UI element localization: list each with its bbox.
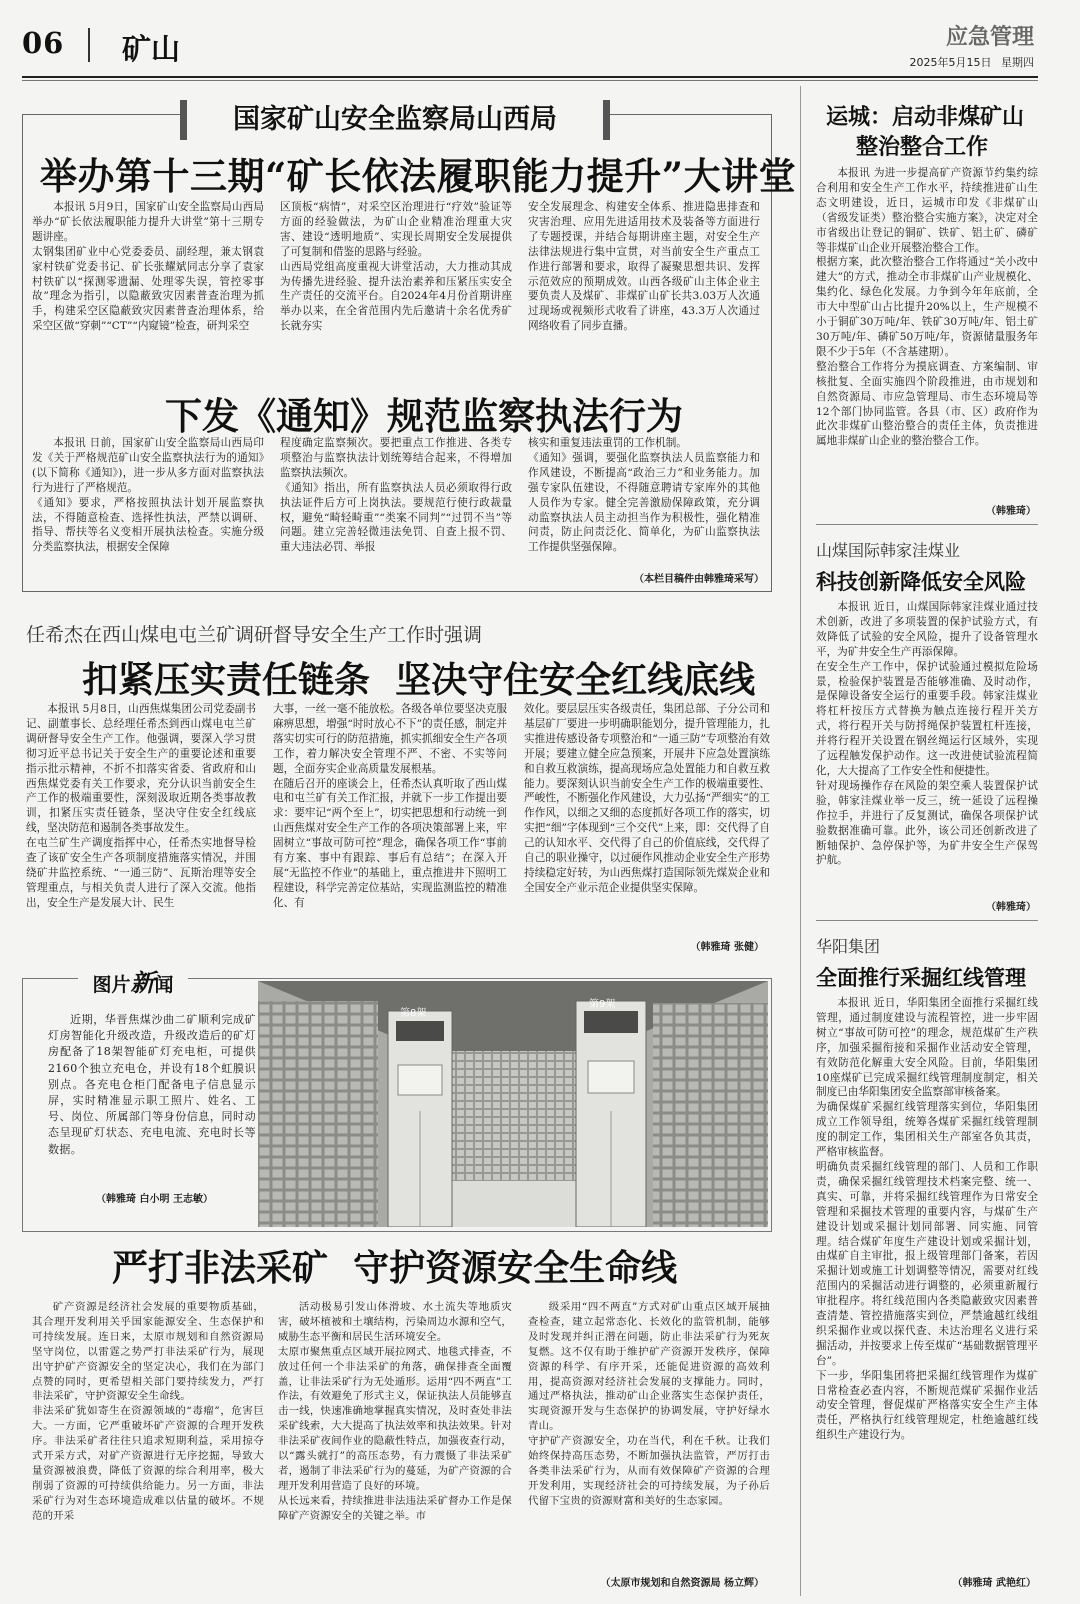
r2-body-text: 本报讯 近日，山煤国际韩家洼煤业通过技术创新，改进了多项装置的保护试验方式，有效降低了试验的安全风险，提升了设备管理水平，为矿井安全生产再添保障。 在安全生产工作中，保护试验通过模拟危险场景，检验保护装置是否能够准确、及时动作，是保障设备安全运行的重要手段。韩家洼煤业将杠杆按压方式替换为触点连接行程开关方式，将行程开关与防捋绳保护装置杠杆连接，并将行程开关设置在钢丝绳运行区域外，实现了远程触发保护动作。这一改进使试验流程简化，大大提高了工作安全性和便捷性。 针对现场操作存在风险的架空乘人装置保护试验，韩家洼煤业举一反三，统一延设了远程操作拉手，并进行了反复测试，确保各项保护试验数据准确可靠。此外，该公司还创新改进了断轴保护、急停保护等，为矿井安全生产保驾护航。 (816, 601, 1038, 867)
a3-headline: 扣紧压实责任链条 坚决守住安全红线底线 (82, 659, 756, 701)
a2-col1-text: 本报讯 日前，国家矿山安全监察局山西局印发《关于严格规范矿山安全监察执法行为的通知》(以下简称《通知》)，进一步从多方面对监察执法行为进行了严格规范。 《通知》要求，严格按照执法计划开展监察执法，不得随意检查、选择性执法，严禁以调研、指导、帮扶等名义变相开展执法检查。实施分级分类监察执法，根据安全保障 (32, 437, 264, 554)
photo-label-a: 图片 (92, 974, 131, 996)
a1-kicker: 国家矿山安全监察局山西局 (233, 104, 557, 135)
photo-credit: （韩雅琦 白小明 王志敏） (96, 1194, 213, 1205)
masthead-rule (22, 76, 1038, 78)
right-rule-1 (816, 524, 1038, 525)
r1-body (816, 166, 1038, 506)
masthead-divider (88, 28, 90, 62)
r2-headline: 科技创新降低安全风险 (816, 569, 1026, 594)
r2-kicker: 山煤国际韩家洼煤业 (816, 541, 961, 560)
a1-col1-text: 本报讯 5月9日，国家矿山安全监察局山西局举办“矿长依法履职能力提升大讲堂”第十三期专题讲座。 太钢集团矿业中心党委委员、副经理，兼太钢袁家村铁矿党委书记、矿长张耀斌同志分享了袁家村铁矿以“探测零遗漏、处理零失误，管控零事故”理念为指引，以隐蔽致灾因素普查治理为抓手，构建采空区隐蔽致灾因素普查治理体系，给采空区做“穿刺”“CT”“内窥镜”检查，研判采空 (32, 201, 264, 333)
a2-column-3 (528, 436, 760, 568)
a3-column-1 (26, 702, 256, 954)
masthead-rule-thin (22, 80, 1038, 81)
cabinet-right-label: 第9架 (589, 999, 616, 1010)
charging-room-photo (258, 981, 768, 1227)
photo-caption-text: 近期，华晋焦煤沙曲二矿顺利完成矿灯房智能化升级改造，升级改造后的矿灯房配备了18架智能矿灯充电柜，可提供2160个独立充电仓，并设有18个虹膜识别点。各充电仓柜门配备电子信息显示屏，实时精准显示职工照片、姓名、工号、岗位、所属部门等身份信息，同时动态呈现矿灯状态、充电电流、充电时长等数据。 (48, 1013, 256, 1156)
cabinet-left-label: 第8架 (400, 1008, 427, 1019)
a1-col2-text: 区顶板“病情”，对采空区治理进行“疗效”验证等方面的经验做法，为矿山企业精准治理重大灾害、建设“透明地质”、实现长周期安全发展提供了可复制和借鉴的思路与经验。 山西局党组高度重视大讲堂活动，大力推动其成为传播先进经验、提升法治素养和压紧压实安全生产责任的交流平台。自2024年4月份首期讲座举办以来，在全省范围内先后邀请十余名优秀矿长就夯实 (280, 201, 512, 333)
r3-headline: 全面推行采掘红线管理 (816, 965, 1026, 990)
a2-col3-text: 核实和重复违法重罚的工作机制。 《通知》强调，要强化监察执法人员监察能力和作风建设，不断提高“政治三力”和业务能力。加强专家队伍建设，不得随意聘请专家库外的其他人员作为专家。健全完善激励保障政策，充分调动监察执法人员主动担当作为积极性，强化精准问责，防止问责泛化、简单化，为矿山监察执法工作提供坚强保障。 (528, 437, 760, 554)
a1-column-3 (528, 200, 760, 372)
a3-subtitle: 任希杰在西山煤电屯兰矿调研督导安全生产工作时强调 (26, 624, 483, 646)
right-rule-2 (816, 920, 1038, 921)
a2-col2-text: 程度确定监察频次。要把重点工作推进、各类专项整治与监察执法计划统筹结合起来，不得增加监察执法频次。 《通知》指出，所有监察执法人员必须取得行政执法证件后方可上岗执法。要规范行使行政裁量权，避免“畸轻畸重”“类案不同判”“过罚不当”等问题。建立完善轻微违法免罚、自查上报不罚、重大违法必罚、举报 (280, 437, 512, 554)
r2-credit: （韩雅琦） (986, 902, 1036, 913)
a4-column-1 (32, 1300, 264, 1584)
a4-col1-text: 矿产资源是经济社会发展的重要物质基础，其合理开发利用关乎国家能源安全、生态保护和可持续发展。连日来，太原市规划和自然资源局坚守岗位，以雷霆之势严打非法采矿行为，展现出守护矿产资源安全的坚定决心，我们在为部门点赞的同时，更希望相关部门要持续发力，严打非法采矿，守护资源安全生命线。 非法采矿犹如寄生在资源领域的“毒瘤”，危害巨大。一方面，它严重破坏矿产资源的合理开发秩序。非法采矿者往往只追求短期利益，采用掠夺式开采方式，对矿产资源进行无序挖掘，导致大量资源被浪费，降低了资源的综合利用率，极大削弱了资源的可持续供给能力。另一方面，非法采矿行为对生态环境造成难以估量的破坏。不规范的开采 (32, 1301, 264, 1522)
photo-caption (48, 1012, 256, 1188)
a4-col3-text: 级采用“四不两直”方式对矿山重点区域开展抽查检查，建立起常态化、长效化的监管机制，能够及时发现并纠正潜在问题，防止非法采矿行为死灰复燃。这不仅有助于维护矿产资源开发秩序，保障资源的科学、有序开采，还能促进资源的高效利用，提高资源对经济社会发展的支撑能力。同时，通过严格执法，推动矿山企业落实生态保护责任，实现资源开发与生态保护的协调发展，守护好绿水青山。 守护矿产资源安全，功在当代，利在千秋。让我们始终保持高压态势，不断加强执法监管，严厉打击各类非法采矿行为，从而有效保障矿产资源的合理开发利用，实现经济社会的可持续发展，为子孙后代留下宝贵的资源财富和美好的生态家园。 (528, 1301, 770, 1507)
r3-credit: （韩雅琦 武艳红） (952, 1578, 1036, 1589)
issue-date-text: 2025年5月15日 (909, 56, 992, 69)
a4-credit: （太原市规划和自然资源局 杨立辉） (600, 1578, 764, 1589)
a1-kicker-box (180, 100, 610, 140)
a4-headline: 严打非法采矿 守护资源安全生命线 (112, 1247, 678, 1289)
a4-column-2 (278, 1300, 512, 1584)
a2-credit: （本栏目稿件由韩雅琦采写） (634, 574, 764, 585)
a3-col2-text: 大事，一丝一毫不能放松。各级各单位要坚决克服麻痹思想，增强“时时放心不下”的责任感，制定并落实切实可行的防范措施，抓实抓细安全生产各项工作，着力解决安全管理不严、不密、不实等问题，全面夯实企业高质量发展根基。 在随后召开的座谈会上，任希杰认真听取了西山煤电和屯兰矿有关工作汇报，并就下一步工作提出要求：要牢记“两个至上”，切实把思想和行动统一到山西焦煤对安全生产工作的各项决策部署上来，牢固树立“事故可防可控”理念，确保各项工作“事前有方案、事中有跟踪、事后有总结”；在深入开展“无监控不作业”的基础上，重点推进井下照明工程建设，科学完善定位基站，实现监测监控的精准化、有 (273, 703, 507, 909)
section-name: 矿山 (122, 32, 181, 66)
r1-headline: 运城：启动非煤矿山 (826, 104, 1025, 130)
r2-body (816, 600, 1038, 896)
r3-body (816, 996, 1038, 1568)
a3-credit: （韩雅琦 张健） (690, 942, 764, 953)
a2-column-2 (280, 436, 512, 568)
a3-col3-text: 效化。要层层压实各级责任，集团总部、子分公司和基层矿厂要进一步明确职能划分，提升管理能力，扎实推进传感设备专项整治和“一通三防”专项整治有效开展；要建立健全应急预案，开展井下应急处置演练和自救互救演练，提高现场应急处置能力和自救互救能力。要深刻认识当前安全生产工作的极端重要性、严峻性，不断强化作风建设，大力弘扬“严细实”的工作作风，以细之又细的态度抓好各项工作的落实，切实把“细”字体现到“三个交代”上来，即：交代得了自己的认知水平、交代得了自己的价值底线，交代得了自己的职业操守，以过硬作风推动企业安全生产形势持续稳定好转，为山西焦煤打造国际领先煤炭企业和全国安全产业示范企业提供坚实保障。 (524, 703, 770, 894)
a4-column-3 (528, 1300, 770, 1570)
a1-column-2 (280, 200, 512, 372)
a2-column-1 (32, 436, 264, 568)
page-number: 06 (22, 26, 65, 60)
a3-column-3 (524, 702, 770, 938)
photo-label-c: 闻 (154, 974, 174, 996)
issue-date (910, 54, 1035, 70)
a1-col3-text: 安全发展理念、构建安全体系、推进隐患排查和灾害治理、应用先进适用技术及装备等方面进行了专题授课，并结合每期讲座主题，对安全生产法律法规进行集中宣贯，对当前安全生产重点工作进行部署和要求，取得了凝聚思想共识、发挥示范效应的预期成效。山西各级矿山主体企业主要负责人及煤矿、非煤矿山矿长共3.03万人次通过现场或视频形式收看了讲座，43.3万人次通过网络收看了同步直播。 (528, 201, 760, 333)
paper-name: 应急管理 (945, 24, 1034, 50)
right-column-divider (800, 86, 801, 1596)
charging-room-illustration (258, 981, 768, 1227)
photo-news-label (78, 968, 188, 998)
a4-col2-text: 活动极易引发山体滑坡、水土流失等地质灾害，破坏植被和土壤结构，污染周边水源和空气，威胁生态平衡和居民生活环境安全。 太原市聚焦重点区域开展拉网式、地毯式排查，不放过任何一个非法采矿的角落，确保排查全面覆盖，让非法采矿行为无处遁形。运用“四不两直”工作法，有效避免了形式主义，保证执法人员能够直击一线，快速准确地掌握真实情况，及时查处非法采矿线索，大大提高了执法效率和执法效果。针对非法采矿夜间作业的隐蔽性特点，加强夜查行动，以“露头就打”的高压态势，有力震慑了非法采矿者，遏制了非法采矿行为的蔓延，为矿产资源的合理开发利用营造了良好的环境。 从长远来看，持续推进非法违法采矿督办工作是保障矿产资源安全的关键之举。市 (278, 1301, 512, 1522)
a2-headline: 下发《通知》规范监察执法行为 (165, 394, 683, 438)
r1-credit: （韩雅琦） (986, 506, 1036, 517)
r1-headline-2: 整治整合工作 (856, 134, 989, 160)
a1-headline: 举办第十三期“矿长依法履职能力提升”大讲堂 (40, 154, 797, 198)
r3-body-text: 本报讯 近日，华阳集团全面推行采掘红线管理，通过制度建设与流程管控，进一步牢固树立“事故可防可控”的理念，规范煤矿生产秩序，加强采掘衔接和采掘作业活动安全管理，有效防范化解重大安全风险。目前，华阳集团10座煤矿已完成采掘红线管理制度制定，相关制度已由华阳集团安全监察部审核备案。 为确保煤矿采掘红线管理落实到位，华阳集团成立工作领导组，统筹各煤矿采掘红线管理制度的制定工作，集团相关生产部室各负其责，严格审核监督。 明确负责采掘红线管理的部门、人员和工作职责，确保采掘红线管理技术档案完整、统一、真实、可靠，并将采掘红线管理作为日常安全管理和采掘技术管理的重要内容，与煤矿生产建设计划或采掘计划同部署、同实施、同管理。结合煤矿年度生产建设计划或采掘计划，由煤矿自主审批，报上级管理部门备案，若因采掘计划或施工计划调整等情况，需要对红线范围内的采掘活动进行调整的，必须重新履行审批程序。将红线范围内各类隐蔽致灾因素普查清楚、管控措施落实到位，严禁逾越红线组织采掘作业或以探代查、未达治理名义进行采掘活动，并按要求上传至煤矿“基础数据管理平台”。 下一步，华阳集团将把采掘红线管理作为煤矿日常检查必查内容，不断规范煤矿采掘作业活动安全管理，督促煤矿严格落实安全生产主体责任，严格执行红线管理规定，杜绝逾越红线组织生产建设行为。 (816, 997, 1038, 1442)
photo-label-b: 新 (130, 968, 155, 997)
a1-column-1 (32, 200, 264, 372)
issue-weekday: 星期四 (1001, 56, 1034, 69)
r3-kicker: 华阳集团 (816, 937, 881, 956)
a3-col1-text: 本报讯 5月8日，山西焦煤集团公司党委副书记、副董事长、总经理任希杰到西山煤电屯兰矿调研督导安全生产工作。他强调，要深入学习贯彻习近平总书记关于安全生产的重要论述和重要指示批示精神，不折不扣落实省委、省政府和山西焦煤党委有关工作要求，充分认识当前安全生产工作的极端重要性，深刻汲取近期各类事故教训，扣紧压实责任链条，坚决守住安全红线底线，坚决防范和遏制各类事故发生。 在屯兰矿生产调度指挥中心，任希杰实地督导检查了该矿安全生产各项制度措施落实情况，并围绕矿井监控系统、“一通三防”、瓦斯治理等安全管理重点，与相关负责人进行了深入交流。他指出，安全生产是发展大计、民生 (26, 703, 256, 909)
a3-column-2 (273, 702, 507, 954)
r1-body-text: 本报讯 为进一步提高矿产资源节约集约综合利用和安全生产工作水平，持续推进矿山生态文明建设，近日，运城市印发《非煤矿山（省级发证类）整治整合实施方案》，决定对全市省级出让登记的铜矿、铁矿、铝土矿、磷矿等非煤矿山企业开展整治整合工作。 根据方案，此次整治整合工作将通过“关小改中建大”的方式，推动全市非煤矿山产业规模化、集约化、绿色化发展。力争到今年年底前，全市大中型矿山占比提升20%以上，生产规模不小于铜矿30万吨/年、铁矿30万吨/年、铝土矿30万吨/年、磷矿50万吨/年，资源储量服务年限不少于5年（不含基建期）。 整治整合工作将分为摸底调查、方案编制、审核批复、全面实施四个阶段推进，由市规划和自然资源局、市应急管理局、市生态环境局等12个部门协同监管。各县（市、区）政府作为此次非煤矿山整治整合的责任主体，负责推进属地非煤矿山企业的整治整合工作。 (816, 167, 1038, 448)
